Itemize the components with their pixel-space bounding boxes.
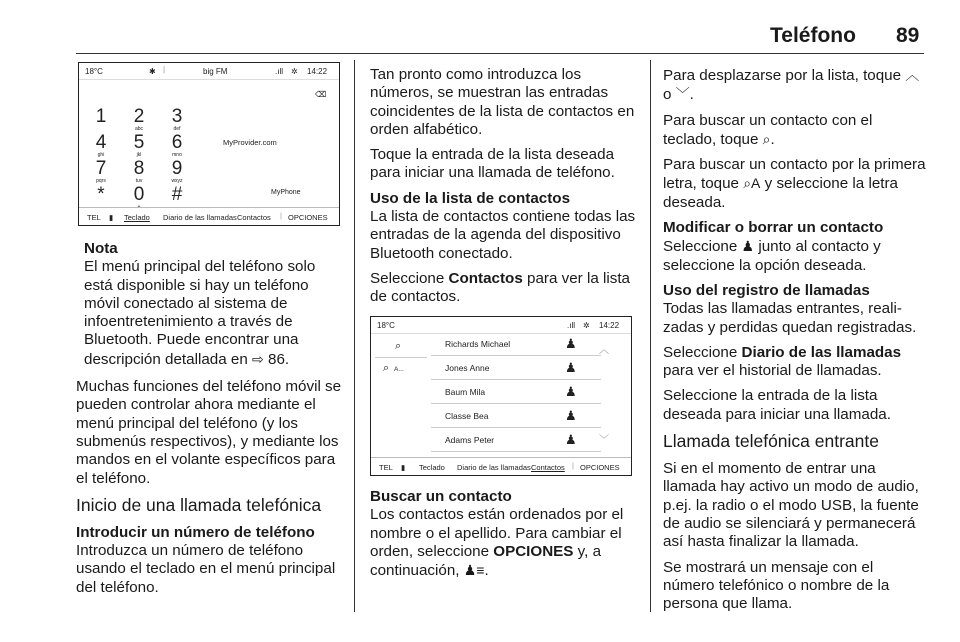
key-letters: wxyz — [171, 178, 183, 184]
person-icon[interactable]: ♟ — [565, 432, 577, 447]
paragraph: Para desplazarse por la lista, toque ︿ o ﹀. — [663, 67, 920, 104]
key-letters: tuv — [135, 178, 143, 184]
keypad-key[interactable] — [165, 133, 189, 158]
key-letters: mno — [172, 152, 182, 158]
text: Seleccione — [663, 343, 742, 361]
header-rule — [76, 53, 924, 54]
paragraph: Muchas funciones del teléfono móvil se pueden controlar ahora mediante el menú principal del teléfono (y los submenús respectivos), y mediante los mandos en el volante específicos para el teléfono. — [76, 378, 342, 487]
subsection-heading: Modificar o borrar un contacto — [663, 219, 884, 237]
keypad-key[interactable] — [165, 159, 189, 184]
keypad-key[interactable] — [89, 185, 113, 205]
text: Para desplazarse por la lista, toque — [663, 67, 906, 84]
bottom-tab-bar — [79, 204, 339, 225]
keypad-key[interactable] — [89, 159, 113, 184]
separator: | — [280, 211, 282, 220]
separator: | — [572, 461, 574, 470]
temperature: 18°C — [85, 67, 103, 76]
subsection-heading: Buscar un contacto — [370, 488, 512, 505]
text: Para buscar un contacto con el teclado, toque — [663, 111, 873, 148]
contact-row[interactable] — [431, 335, 601, 356]
keypad-key[interactable] — [165, 107, 189, 132]
tab-tel[interactable]: TEL — [87, 213, 101, 222]
paragraph — [663, 344, 927, 381]
search-keyboard-button[interactable] — [375, 337, 427, 358]
text: Seleccione — [370, 269, 449, 287]
tab-options[interactable]: OPCIONES — [580, 463, 620, 472]
key-letters: jkl — [136, 152, 142, 158]
subsection-heading: Uso de la lista de contactos — [370, 189, 571, 207]
keypad-key[interactable] — [165, 185, 189, 205]
gear-icon: ✲ — [291, 67, 298, 76]
paragraph: Los contactos están ordenados por el nombre o el apellido. Para cambiar el orden, seleccione OPCIONES y, a continuación, ♟≡. — [370, 506, 624, 580]
page-ref-icon: ⇨ — [252, 350, 264, 367]
text: o — [663, 86, 676, 104]
text: para ver el historial de llamadas. — [663, 362, 882, 380]
scroll-up-icon[interactable]: ︿ — [599, 345, 609, 356]
tab-keypad[interactable]: Teclado — [124, 213, 150, 222]
person-icon[interactable]: ♟ — [565, 408, 577, 423]
text: y, a continuación, — [370, 542, 602, 580]
contact-row[interactable] — [431, 359, 601, 380]
paragraph: Se mostrará un mensaje con el número telefónico o nombre de la persona que llama. — [663, 558, 890, 613]
scroll-down-icon[interactable]: ﹀ — [599, 435, 609, 446]
search-letter-icon: ⌕A — [743, 175, 761, 192]
person-icon[interactable]: ♟ — [565, 336, 577, 351]
page-header — [0, 0, 960, 56]
paragraph: Todas las llamadas entrantes, realizadas y perdidas quedan registradas. — [663, 300, 917, 336]
signal-icon: .ıll — [567, 321, 575, 330]
note-body: El menú principal del teléfono solo está disponible si hay un teléfono móvil conectado al sistema de infoentretenimiento a través de Bluetooth. Puede encontrar una descripción detallada en — [84, 258, 316, 368]
keypad-key[interactable] — [89, 133, 113, 158]
key-digit: 8 — [133, 158, 145, 179]
audio-source: big FM — [203, 67, 228, 76]
key-letters: def — [173, 126, 181, 132]
paragraph: La lista de contactos contiene todas las entradas de la agenda del dispositivo Bluetooth conectado. — [370, 208, 636, 262]
bottom-tab-bar — [371, 457, 631, 475]
column-divider — [650, 60, 651, 612]
key-digit: 4 — [95, 132, 107, 153]
backspace-icon[interactable]: ⌫ — [315, 90, 327, 99]
column-2-bottom — [370, 488, 636, 587]
search-icon: ⌕ — [762, 130, 771, 147]
page-number: 89 — [896, 24, 920, 47]
keypad-key[interactable] — [127, 107, 151, 132]
contact-name: Adams Peter — [445, 435, 495, 445]
key-letters: pqrs — [96, 178, 106, 184]
section-heading: Llamada telefónica entrante — [663, 431, 879, 452]
paragraph: Para buscar un contacto con el teclado, toque ⌕. — [663, 111, 873, 148]
chevron-down-icon: ﹀ — [675, 86, 690, 103]
status-bar — [79, 63, 339, 80]
contact-name: Classe Bea — [445, 411, 489, 421]
tab-call-log[interactable]: Diario de las llamadas — [163, 213, 237, 222]
sort-icon: ♟≡ — [463, 562, 485, 579]
search-icon: ⌕ — [395, 340, 402, 352]
search-letter-button[interactable] — [375, 359, 427, 379]
key-digit: 5 — [133, 132, 145, 153]
ui-term: OPCIONES — [493, 542, 574, 560]
signal-icon: .ıll — [275, 67, 283, 76]
page-title: Teléfono — [770, 24, 856, 47]
contact-name: Richards Michael — [445, 339, 511, 349]
contact-row[interactable] — [431, 407, 601, 428]
key-digit: 7 — [95, 158, 107, 179]
tab-options[interactable]: OPCIONES — [288, 213, 328, 222]
provider-name: MyProvider.com — [223, 138, 277, 147]
contact-name: Jones Anne — [445, 363, 490, 373]
key-digit: 2 — [133, 106, 145, 127]
tab-keypad[interactable]: Teclado — [419, 463, 445, 472]
ui-term: Contactos — [448, 269, 523, 287]
clock: 14:22 — [599, 321, 620, 330]
paragraph: Tan pronto como introduzca los números, se muestran las entradas coincidentes de la lista de contactos en orden alfabético. — [370, 66, 635, 138]
clock: 14:22 — [307, 67, 328, 76]
phone-icon: ▮ — [401, 463, 406, 472]
contact-row[interactable] — [431, 383, 601, 404]
keypad-key[interactable] — [89, 107, 113, 127]
person-icon[interactable]: ♟ — [565, 384, 577, 399]
text: Para buscar un contacto por la primera letra, toque — [663, 156, 926, 193]
key-letters: + — [137, 204, 141, 210]
search-letter-label: A... — [394, 366, 404, 373]
paragraph — [663, 156, 927, 212]
contact-row[interactable] — [431, 431, 601, 452]
ui-term: Diario de las llamadas — [741, 343, 902, 361]
text: para ver la lista de contactos. — [370, 269, 630, 306]
column-2-top — [370, 66, 636, 314]
keypad-screen — [78, 62, 340, 226]
key-letters: ghi — [97, 152, 105, 158]
text: junto al contacto y seleccione la opción deseada. — [663, 238, 881, 274]
text: Seleccione — [663, 238, 742, 256]
separator: | — [163, 65, 166, 74]
chevron-up-icon: ︿ — [905, 67, 920, 83]
phone-name: MyPhone — [271, 189, 301, 196]
person-icon: ♟ — [741, 238, 755, 255]
column-1 — [76, 240, 344, 604]
contacts-screen — [370, 316, 632, 476]
text: y seleccione la letra deseada. — [663, 175, 899, 211]
keypad-key[interactable] — [127, 159, 151, 184]
keypad-key[interactable] — [127, 133, 151, 158]
paragraph: Toque la entrada de la lista deseada para iniciar una llamada de teléfono. — [370, 146, 615, 182]
column-3 — [663, 66, 927, 620]
tab-contacts[interactable]: Contactos — [531, 463, 565, 472]
paragraph: Seleccione la entrada de la lista deseada para iniciar una llamada. — [663, 387, 891, 423]
subsection-heading: Introducir un número de teléfono — [76, 523, 315, 541]
key-digit: 0 — [133, 184, 145, 205]
key-digit: 1 — [95, 106, 107, 127]
key-digit: 6 — [171, 132, 183, 153]
paragraph: Si en el momento de entrar una llamada hay activo un modo de audio, p.ej. la radio o el modo USB, la fuente de audio se silenciará y permanecerá así hasta finalizar la llamada. — [663, 460, 919, 551]
key-digit: # — [171, 184, 183, 205]
note-box — [76, 240, 344, 369]
text: Los contactos están ordenados por el nombre o el apellido. Para cambiar el orden, seleccione — [370, 506, 624, 560]
contact-name: Baum Mila — [445, 387, 486, 397]
key-letters: abc — [134, 126, 144, 132]
paragraph — [370, 270, 636, 307]
temperature: 18°C — [377, 321, 395, 330]
key-digit: * — [97, 184, 105, 205]
paragraph: Introduzca un número de teléfono usando el teclado en el menú principal del teléfono. — [76, 542, 336, 596]
search-letter-icon: ⌕ — [383, 362, 390, 374]
tab-call-log[interactable]: Diario de las llamadas — [457, 463, 531, 472]
bluetooth-icon: ✱ — [149, 67, 156, 76]
person-icon[interactable]: ♟ — [565, 360, 577, 375]
note-title: Nota — [84, 240, 118, 257]
paragraph — [663, 237, 927, 275]
column-divider — [354, 60, 355, 612]
subsection-heading: Uso del registro de llamadas — [663, 281, 870, 299]
tab-tel[interactable]: TEL — [379, 463, 393, 472]
key-digit: 3 — [171, 106, 183, 127]
note-text — [84, 258, 344, 369]
note-ref: 86. — [268, 350, 290, 368]
section-heading: Inicio de una llamada telefónica — [76, 494, 322, 515]
status-bar — [371, 317, 631, 334]
key-digit: 9 — [171, 158, 183, 179]
gear-icon: ✲ — [583, 321, 590, 330]
phone-icon: ▮ — [109, 213, 114, 222]
tab-contacts[interactable]: Contactos — [237, 213, 271, 222]
